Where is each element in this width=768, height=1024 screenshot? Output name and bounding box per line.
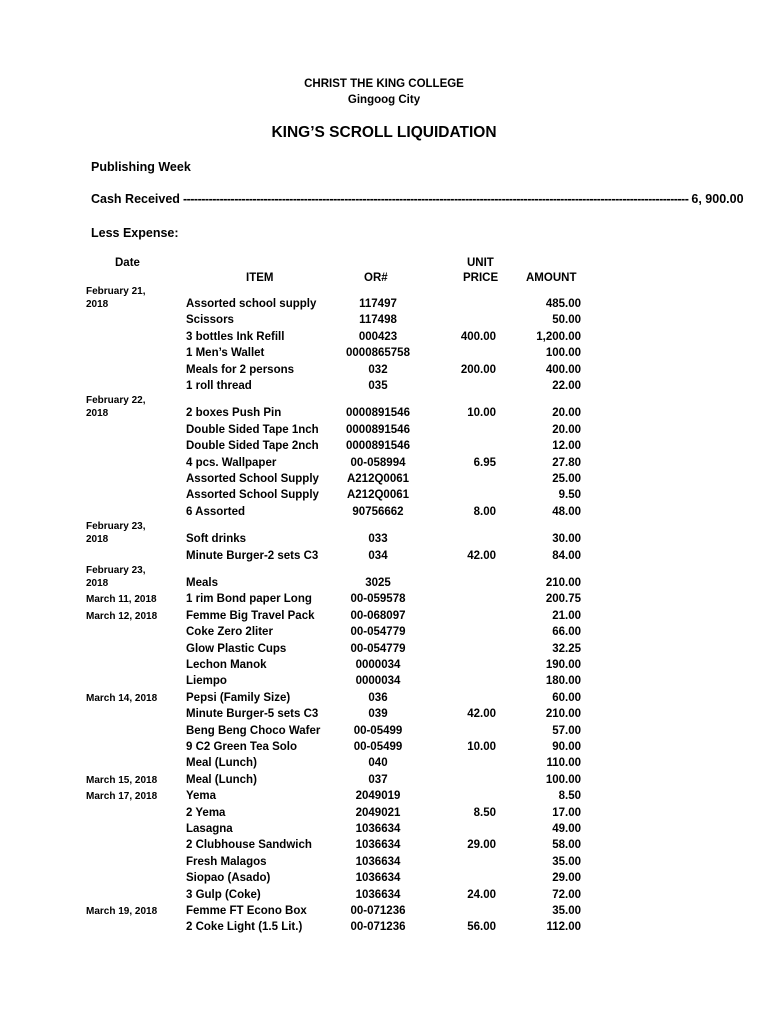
- row-or-number: 1036634: [355, 888, 401, 901]
- row-item: Liempo: [186, 675, 227, 688]
- row-item: Lechon Manok: [186, 659, 267, 671]
- row-item: Femme Big Travel Pack: [186, 609, 315, 622]
- row-amount: 20.00: [552, 407, 581, 420]
- row-or-number: 0000891546: [346, 440, 410, 453]
- row-or-number: 000423: [358, 330, 398, 343]
- row-item: Beng Beng Choco Wafer: [186, 724, 321, 737]
- row-unit-price: 42.00: [467, 549, 496, 562]
- table-row: [0, 565, 768, 593]
- row-item: Meal (Lunch): [186, 773, 257, 786]
- row-or-number: 3025: [365, 577, 391, 589]
- row-amount: 180.00: [545, 675, 581, 688]
- table-row: [0, 424, 768, 440]
- row-date: February 21, 2018: [86, 286, 146, 310]
- document-title: KING’S SCROLL LIQUIDATION: [271, 124, 497, 141]
- row-amount: 72.00: [552, 888, 581, 901]
- row-item: Coke Zero 2liter: [186, 626, 273, 639]
- row-unit-price: 29.00: [467, 839, 496, 852]
- row-item: Assorted School Supply: [186, 473, 319, 485]
- row-or-number: 035: [368, 380, 388, 392]
- table-row: [0, 593, 768, 609]
- table-row: [0, 741, 768, 757]
- table-row: [0, 286, 768, 314]
- table-row: [0, 839, 768, 855]
- row-amount: 110.00: [546, 757, 581, 770]
- row-date: March 12, 2018: [86, 610, 158, 622]
- row-unit-price: 56.00: [467, 921, 496, 934]
- row-unit-price: 8.50: [473, 806, 496, 819]
- row-or-number: 037: [368, 773, 388, 786]
- row-item: Minute Burger-2 sets C3: [186, 549, 319, 562]
- publishing-week-label: Publishing Week: [91, 160, 191, 174]
- cash-received-amount: 6, 900.00: [691, 192, 744, 206]
- row-or-number: 2049019: [355, 790, 401, 803]
- row-item: Minute Burger-5 sets C3: [186, 708, 319, 721]
- row-or-number: 117498: [359, 314, 397, 327]
- table-row: [0, 364, 768, 380]
- row-unit-price: 10.00: [467, 741, 496, 753]
- table-row: [0, 921, 768, 937]
- row-item: Pepsi (Family Size): [186, 691, 291, 704]
- table-row: [0, 807, 768, 823]
- row-amount: 32.25: [552, 642, 581, 655]
- table-row: [0, 856, 768, 872]
- row-unit-price: 10.00: [467, 407, 496, 420]
- row-or-number: 0000891546: [346, 423, 410, 436]
- table-row: [0, 610, 768, 626]
- row-or-number: 039: [368, 708, 388, 721]
- row-or-number: 032: [368, 363, 388, 376]
- row-or-number: 00-068097: [350, 609, 406, 622]
- table-row: [0, 347, 768, 363]
- row-item: 6 Assorted: [186, 505, 246, 518]
- table-row: [0, 489, 768, 505]
- table-row: [0, 905, 768, 921]
- table-row: [0, 675, 768, 691]
- table-row: [0, 395, 768, 423]
- table-row: [0, 774, 768, 790]
- cash-received-label: Cash Received: [91, 192, 180, 206]
- row-or-number: 00-054779: [350, 626, 406, 639]
- row-date: March 15, 2018: [86, 774, 158, 786]
- row-amount: 200.75: [545, 593, 581, 606]
- column-header-item: ITEM: [246, 272, 274, 284]
- row-amount: 21.00: [552, 609, 581, 622]
- row-unit-price: 200.00: [460, 363, 496, 376]
- row-amount: 90.00: [552, 741, 581, 753]
- row-date: March 17, 2018: [86, 791, 158, 803]
- row-item: 3 Gulp (Coke): [186, 888, 261, 901]
- row-or-number: 00-071236: [350, 905, 406, 917]
- row-item: 1 rim Bond paper Long: [186, 593, 312, 606]
- table-row: [0, 872, 768, 888]
- row-or-number: A212Q0061: [346, 489, 410, 502]
- row-unit-price: 8.00: [473, 505, 496, 518]
- row-or-number: A212Q0061: [346, 473, 410, 485]
- row-item: Glow Plastic Cups: [186, 642, 287, 655]
- table-row: [0, 440, 768, 456]
- row-amount: 60.00: [552, 691, 581, 704]
- row-item: Siopao (Asado): [186, 872, 271, 885]
- row-or-number: 00-05499: [353, 724, 403, 737]
- row-item: Meal (Lunch): [186, 757, 257, 770]
- table-row: [0, 626, 768, 642]
- row-item: 2 Coke Light (1.5 Lit.): [186, 921, 303, 934]
- row-amount: 29.00: [552, 872, 581, 885]
- row-amount: 400.00: [545, 363, 581, 376]
- table-row: [0, 790, 768, 806]
- row-amount: 48.00: [552, 505, 581, 518]
- table-row: [0, 757, 768, 773]
- table-row: [0, 457, 768, 473]
- row-amount: 100.00: [545, 347, 581, 360]
- row-amount: 8.50: [558, 790, 581, 803]
- column-header-amount: AMOUNT: [526, 272, 577, 284]
- row-item: Meals for 2 persons: [186, 363, 295, 376]
- row-or-number: 1036634: [355, 872, 401, 885]
- row-amount: 20.00: [552, 423, 581, 436]
- row-item: 2 Yema: [186, 806, 226, 819]
- row-amount: 12.00: [552, 440, 581, 453]
- row-unit-price: 42.00: [467, 708, 496, 721]
- row-amount: 50.00: [552, 314, 581, 327]
- row-or-number: 040: [368, 757, 388, 770]
- row-amount: 58.00: [552, 839, 581, 852]
- row-item: 3 bottles Ink Refill: [186, 330, 285, 343]
- leader-dashes: ------------------------------------------------------------------------------------------------------------------------------------------: [182, 192, 689, 206]
- row-amount: 84.00: [552, 549, 581, 562]
- row-item: 1 Men’s Wallet: [186, 347, 265, 360]
- row-item: 2 Clubhouse Sandwich: [186, 839, 312, 852]
- row-item: 9 C2 Green Tea Solo: [186, 741, 297, 753]
- row-amount: 190.00: [545, 659, 581, 671]
- row-amount: 25.00: [552, 473, 581, 485]
- row-or-number: 0000891546: [346, 407, 410, 420]
- row-unit-price: 24.00: [467, 888, 496, 901]
- row-date: February 23, 2018: [86, 521, 146, 546]
- row-item: 4 pcs. Wallpaper: [186, 456, 277, 469]
- row-or-number: 117497: [359, 298, 397, 310]
- table-row: [0, 823, 768, 839]
- row-or-number: 00-05499: [353, 741, 403, 753]
- row-or-number: 00-054779: [350, 642, 406, 655]
- row-or-number: 2049021: [355, 806, 401, 819]
- row-date: March 19, 2018: [86, 906, 158, 917]
- row-amount: 30.00: [552, 533, 581, 546]
- table-row: [0, 692, 768, 708]
- row-item: Yema: [186, 790, 217, 803]
- row-amount: 22.00: [552, 380, 581, 392]
- row-amount: 49.00: [552, 823, 581, 835]
- row-amount: 485.00: [545, 298, 581, 310]
- row-or-number: 0000865758: [346, 347, 410, 360]
- row-amount: 112.00: [546, 921, 581, 934]
- row-or-number: 90756662: [352, 505, 404, 518]
- row-or-number: 1036634: [355, 855, 401, 868]
- row-or-number: 0000034: [355, 659, 401, 671]
- table-row: [0, 889, 768, 905]
- row-amount: 35.00: [552, 905, 581, 917]
- row-item: Meals: [186, 577, 218, 589]
- table-row: [0, 521, 768, 549]
- row-amount: 1,200.00: [536, 330, 581, 343]
- table-row: [0, 659, 768, 675]
- college-city: Gingoog City: [347, 94, 421, 106]
- row-item: Assorted School Supply: [186, 489, 319, 502]
- row-amount: 100.00: [545, 773, 581, 786]
- column-header-or: OR#: [364, 272, 388, 284]
- row-or-number: 00-058994: [350, 456, 406, 469]
- table-row: [0, 331, 768, 347]
- row-item: Soft drinks: [186, 533, 247, 546]
- row-item: Double Sided Tape 1nch: [186, 423, 319, 436]
- row-amount: 66.00: [552, 626, 581, 639]
- row-item: Scissors: [186, 314, 234, 327]
- table-row: [0, 708, 768, 724]
- less-expense-label: Less Expense:: [91, 226, 179, 240]
- row-unit-price: 400.00: [460, 330, 496, 343]
- row-item: Lasagna: [186, 823, 233, 835]
- row-amount: 27.80: [552, 456, 581, 469]
- row-item: Double Sided Tape 2nch: [186, 440, 319, 453]
- table-row: [0, 314, 768, 330]
- row-item: 2 boxes Push Pin: [186, 407, 282, 420]
- row-or-number: 1036634: [355, 839, 401, 852]
- row-amount: 210.00: [545, 577, 581, 589]
- row-amount: 9.50: [558, 489, 581, 502]
- table-row: [0, 725, 768, 741]
- column-header-date: Date: [115, 257, 140, 269]
- row-or-number: 00-059578: [350, 593, 406, 606]
- row-date: February 23, 2018: [86, 565, 146, 589]
- column-header-price: PRICE: [463, 272, 499, 284]
- row-amount: 17.00: [552, 806, 581, 819]
- table-row: [0, 643, 768, 659]
- row-date: February 22, 2018: [86, 395, 146, 420]
- row-item: Assorted school supply: [186, 298, 317, 310]
- row-or-number: 036: [368, 691, 388, 704]
- row-amount: 35.00: [552, 855, 581, 868]
- row-date: March 11, 2018: [86, 594, 157, 606]
- row-item: Femme FT Econo Box: [186, 905, 307, 917]
- row-or-number: 034: [368, 549, 388, 562]
- row-or-number: 0000034: [355, 675, 401, 688]
- table-row: [0, 473, 768, 489]
- row-or-number: 033: [368, 533, 388, 546]
- college-name: CHRIST THE KING COLLEGE: [304, 78, 464, 90]
- row-amount: 210.00: [545, 708, 581, 721]
- row-unit-price: 6.95: [473, 456, 496, 469]
- row-item: Fresh Malagos: [186, 855, 267, 868]
- row-item: 1 roll thread: [186, 380, 252, 392]
- row-or-number: 00-071236: [350, 921, 406, 934]
- column-header-unit: UNIT: [467, 257, 494, 269]
- row-date: March 14, 2018: [86, 692, 158, 704]
- row-amount: 57.00: [552, 724, 581, 737]
- row-or-number: 1036634: [355, 823, 401, 835]
